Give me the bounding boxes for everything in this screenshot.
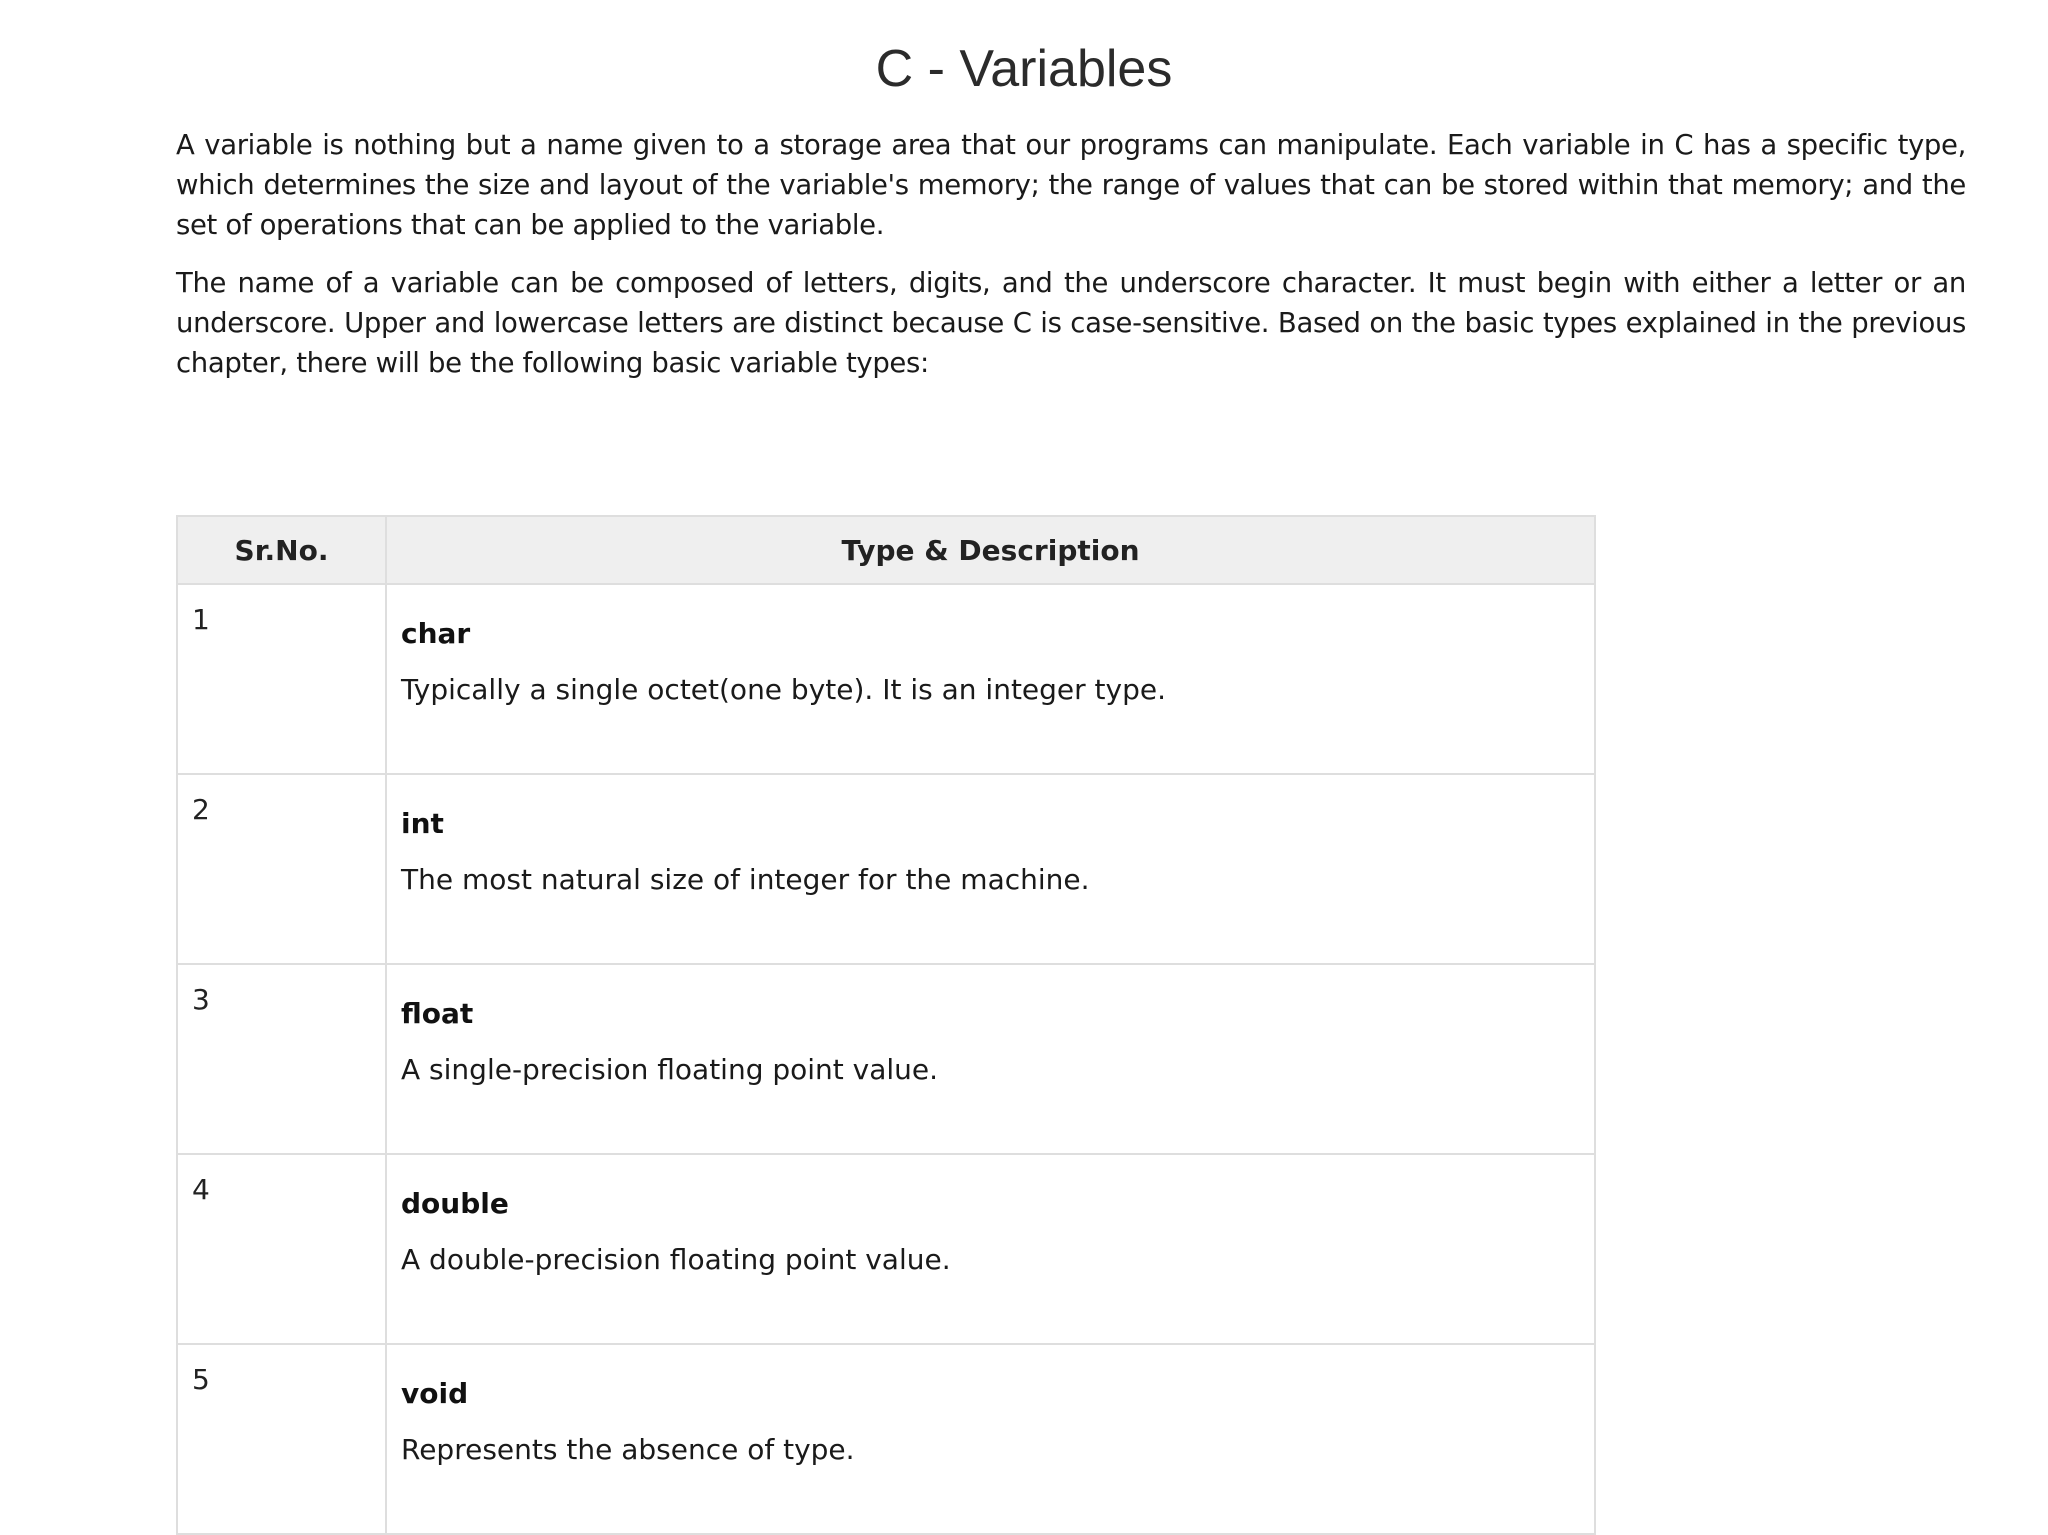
type-cell: [386, 774, 1595, 964]
variable-types-table: [176, 515, 1596, 1535]
table-row: [177, 1154, 1595, 1344]
table-row: [177, 774, 1595, 964]
type-description: Represents the absence of type.: [401, 1433, 855, 1466]
type-name: float: [401, 997, 474, 1030]
row-number: 1: [177, 584, 386, 774]
type-cell: [386, 584, 1595, 774]
type-description: Typically a single octet(one byte). It is an integer type.: [401, 673, 1167, 706]
intro-paragraph: A variable is nothing but a name given to a storage area that our programs can manipulate. Each variable in C has a specific type, which determines the size and layout of the variable's memory; the range of values that can be stored within that memory; and the set of operations that can be applied to the variable.: [176, 129, 1966, 241]
type-cell: [386, 1154, 1595, 1344]
naming-paragraph: The name of a variable can be composed of letters, digits, and the underscore character. It must begin with either a letter or an underscore. Upper and lowercase letters are distinct because C is case-sensitive. Based on the basic types explained in the previous chapter, there will be the following basic variable types:: [176, 267, 1966, 379]
table-header-row: [177, 516, 1595, 584]
row-number: 3: [177, 964, 386, 1154]
type-name: int: [401, 807, 444, 840]
type-cell: [386, 1344, 1595, 1534]
type-description: A double-precision floating point value.: [401, 1243, 951, 1276]
row-number: 5: [177, 1344, 386, 1534]
type-description: The most natural size of integer for the machine.: [401, 863, 1090, 896]
page-title: C - Variables: [875, 40, 1173, 98]
type-name: void: [401, 1377, 469, 1410]
table-row: [177, 964, 1595, 1154]
type-cell: [386, 964, 1595, 1154]
table-row: [177, 1344, 1595, 1534]
table-row: [177, 584, 1595, 774]
header-srno: Sr.No.: [177, 516, 386, 584]
header-type-description: Type & Description: [386, 516, 1595, 584]
type-description: A single-precision floating point value.: [401, 1053, 939, 1086]
type-name: char: [401, 617, 471, 650]
type-name: double: [401, 1187, 509, 1220]
row-number: 4: [177, 1154, 386, 1344]
row-number: 2: [177, 774, 386, 964]
